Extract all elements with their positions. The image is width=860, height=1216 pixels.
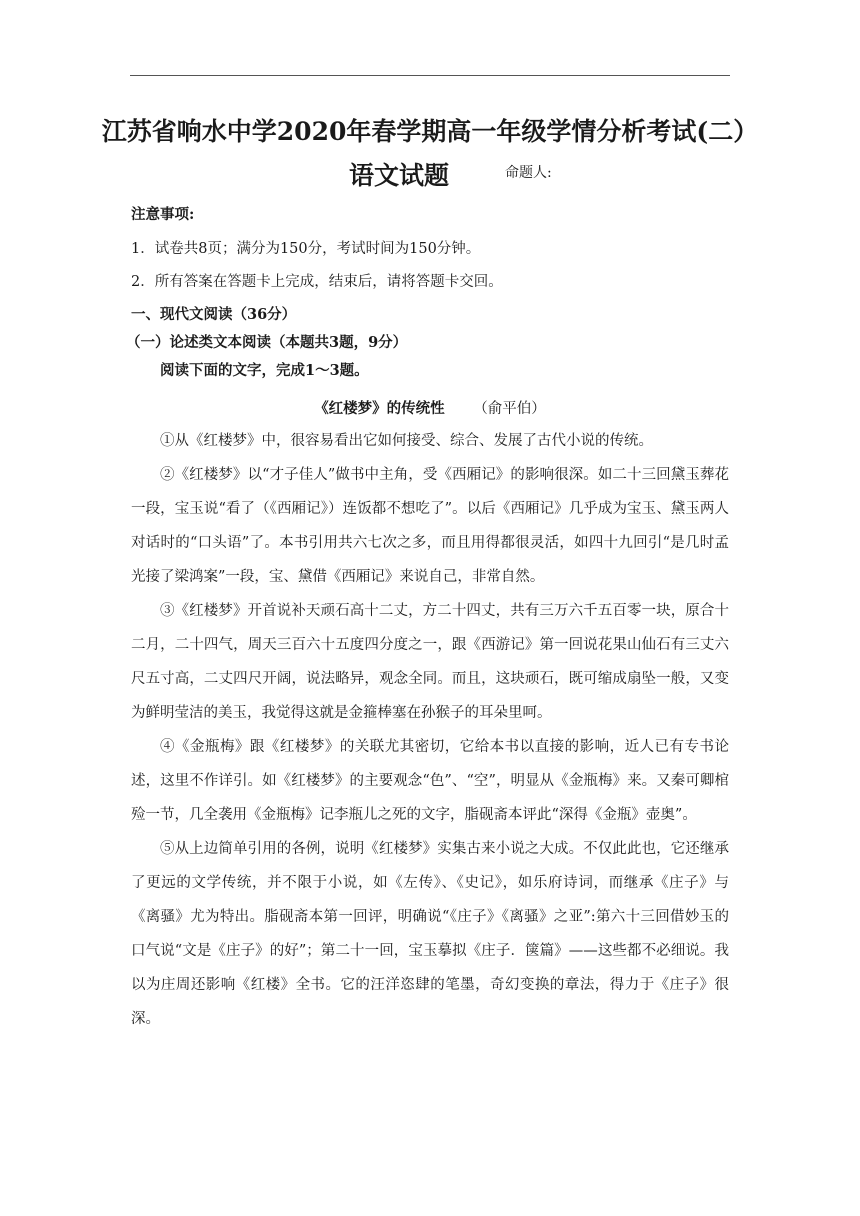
- section-heading: 一、现代文阅读（36分）: [131, 306, 297, 323]
- subtitle-row: [0, 156, 860, 190]
- essay-title: 《红楼梦》的传统性: [314, 400, 445, 417]
- reading-instruction: 阅读下面的文字，完成1～3题。: [160, 362, 369, 379]
- note-item-2: 2．所有答案在答题卡上完成，结束后，请将答题卡交回。: [131, 274, 503, 290]
- essay-author: （俞平伯）: [473, 401, 546, 417]
- notes-heading: 注意事项:: [131, 206, 195, 223]
- essay-body: [131, 424, 729, 1036]
- exam-title: 江苏省响水中学2020年春学期高一年级学情分析考试(二）: [101, 117, 759, 146]
- section-subheading: （一）论述类文本阅读（本题共3题，9分）: [126, 334, 408, 351]
- essay-paragraph-3: ③《红楼梦》开首说补天顽石高十二丈，方二十四丈，共有三万六千五百零一块，原合十二月，二十四气，周天三百六十五度四分度之一，跟《西游记》第一回说花果山仙石有三丈六尺五寸高，二丈四尺开阔，说法略异，观念全同。而且，这块顽石，既可缩成扇坠一般，又变为鲜明莹洁的美玉，我觉得这就是金箍棒塞在孙猴子的耳朵里呵。: [131, 603, 729, 721]
- essay-paragraph-5: ⑤从上边简单引用的各例，说明《红楼梦》实集古来小说之大成。不仅此此也，它还继承了更远的文学传统，并不限于小说，如《左传》、《史记》，如乐府诗词，而继承《庄子》与《离骚》尤为特出。脂砚斋本第一回评，明确说“《庄子》《离骚》之亚”:第六十三回借妙玉的口气说“文是《庄子》的好”；第二十一回，宝玉摹拟《庄子．箧篇》——这些都不必细说。我以为庄周还影响《红楼》全书。它的汪洋恣肆的笔墨，奇幻变换的章法，得力于《庄子》很深。: [131, 841, 729, 1027]
- note-item-1: 1．试卷共8页；满分为150分，考试时间为150分钟。: [131, 241, 481, 257]
- essay-paragraph-1: ①从《红楼梦》中，很容易看出它如何接受、综合、发展了古代小说的传统。: [160, 433, 653, 449]
- exam-subject: 语文试题: [349, 161, 450, 190]
- author-label: 命题人:: [505, 165, 552, 181]
- essay-paragraph-2: ②《红楼梦》以“才子佳人”做书中主角，受《西厢记》的影响很深。如二十三回黛玉葬花一段，宝玉说“看了（《西厢记》）连饭都不想吃了”。以后《西厢记》几乎成为宝玉、黛玉两人对话时的“口头语”了。本书引用共六七次之多，而且用得都很灵活，如四十九回引“是几时孟光接了梁鸿案”一段，宝、黛借《西厢记》来说自己，非常自然。: [131, 467, 729, 585]
- essay-paragraph-4: ④《金瓶梅》跟《红楼梦》的关联尤其密切，它给本书以直接的影响，近人已有专书论述，这里不作详引。如《红楼梦》的主要观念“色”、“空”，明显从《金瓶梅》来。又秦可卿棺殓一节，几全袭用《金瓶梅》记李瓶儿之死的文字，脂砚斋本评此“深得《金瓶》壶奥”。: [131, 739, 729, 823]
- header-rule: [130, 75, 730, 76]
- essay-heading: [0, 397, 860, 418]
